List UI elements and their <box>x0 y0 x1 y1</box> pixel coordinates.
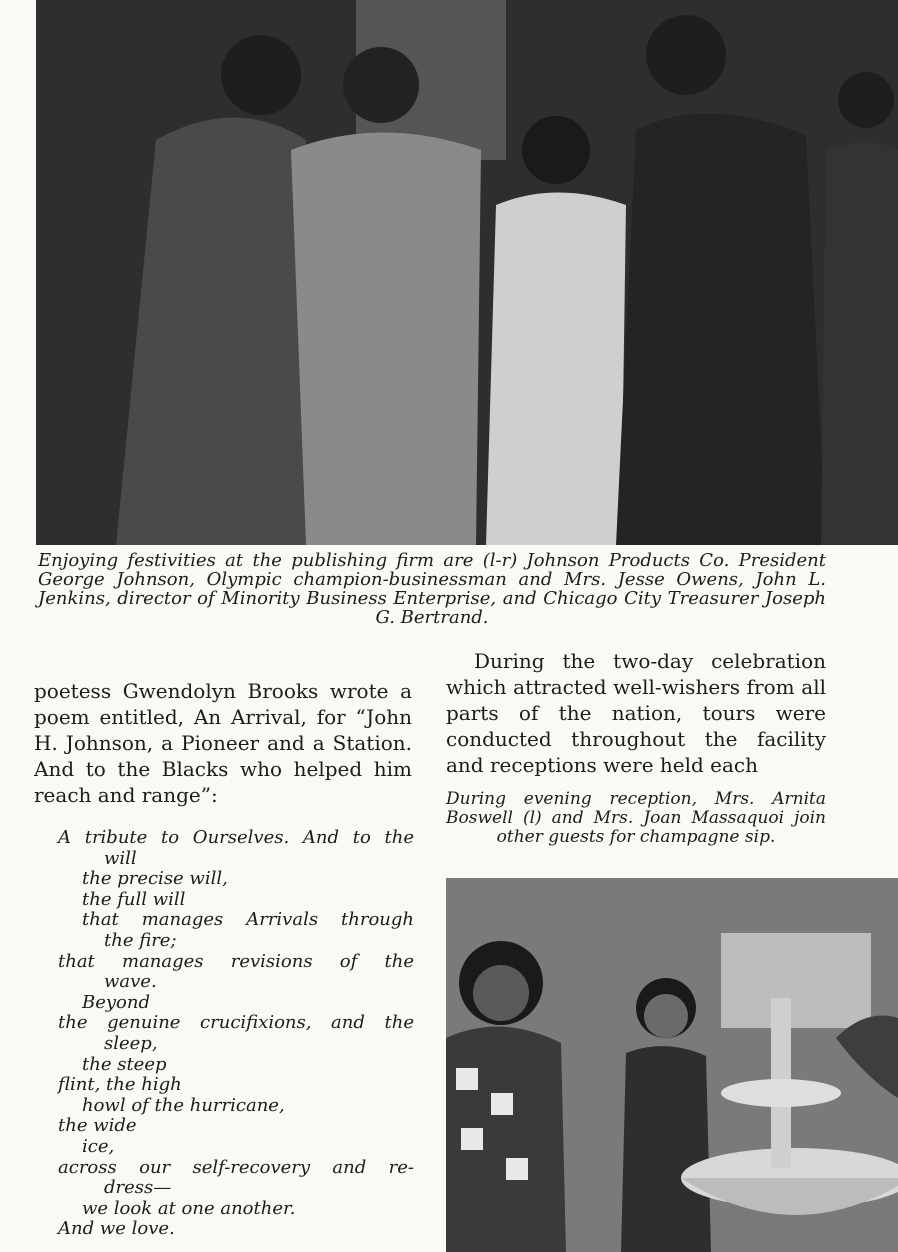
poem-line: the fire; <box>104 929 177 951</box>
poem-line: sleep, <box>104 1032 158 1054</box>
right-column-text: During the two-day celebration which attracted well-wishers from all parts of the nation, tours were conducted throughout the facility and receptions were held each <box>446 649 826 777</box>
poem-line: we look at one another. <box>82 1197 296 1219</box>
poem-line: A tribute to Ourselves. And to the <box>58 827 414 848</box>
right-column-paragraph <box>446 648 826 778</box>
bottom-photo <box>446 878 898 1252</box>
poem-line: dress— <box>104 1177 172 1199</box>
poem-line: ice, <box>82 1135 115 1157</box>
poem-line: Beyond <box>82 991 151 1013</box>
poem-line: the full will <box>82 888 186 910</box>
poem-line: the genuine crucifixions, and the <box>58 1012 414 1034</box>
group-photo-icon <box>36 0 898 545</box>
poem-line: that manages revisions of the <box>58 950 414 972</box>
poem-line: the precise will, <box>82 868 228 890</box>
poem-line: wave. <box>104 971 157 993</box>
poem-line: And we love. <box>58 1218 175 1240</box>
poem <box>58 828 414 1240</box>
reception-photo-icon <box>446 878 898 1252</box>
poem-line: will <box>104 847 137 869</box>
poem-line: the wide <box>58 1115 137 1137</box>
bottom-photo-caption: During evening reception, Mrs. Arnita Boswell (l) and Mrs. Joan Massaquoi join other guests for champagne sip. <box>446 789 826 847</box>
top-photo <box>36 0 898 545</box>
poem-line: across our self-recovery and re- <box>58 1156 414 1178</box>
poem-line: flint, the high <box>58 1074 182 1096</box>
poem-line: howl of the hurricane, <box>82 1094 285 1116</box>
poem-line: that manages Arrivals through <box>82 909 414 931</box>
poem-line: the steep <box>82 1053 167 1075</box>
top-photo-caption: Enjoying festivities at the publishing firm are (l-r) Johnson Products Co. President George Johnson, Olympic champion-businessman and Mrs. Jesse Owens, John L. Jenkins, director of Minority Business Enterprise, and Chicago City Treasurer Joseph G. Bertrand. <box>38 550 826 628</box>
left-column-paragraph: poetess Gwendolyn Brooks wrote a poem entitled, An Arrival, for “John H. Johnson, a Pioneer and a Station. And to the Blacks who helped him reach and range”: <box>34 679 412 807</box>
